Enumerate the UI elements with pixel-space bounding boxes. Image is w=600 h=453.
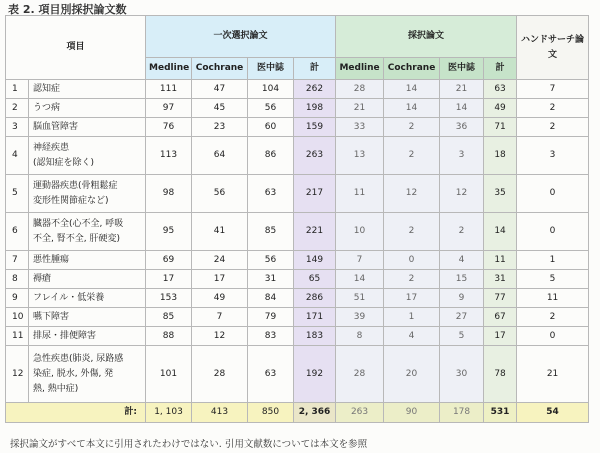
subheader: 計 [294, 58, 336, 80]
subheader: 計 [484, 58, 517, 80]
table-row [6, 213, 589, 251]
adopted-value: 2 [384, 213, 440, 251]
adopted-value: 3 [440, 137, 484, 175]
first-selection-value: 7 [192, 308, 248, 327]
adopted-value: 71 [484, 118, 517, 137]
adopted-value: 30 [440, 346, 484, 403]
table-row [6, 137, 589, 175]
adopted-value: 21 [440, 80, 484, 99]
adopted-value: 5 [440, 327, 484, 346]
row-item-name: 臓器不全(心不全, 呼吸 不全, 腎不全, 肝硬変) [29, 213, 146, 251]
adopted-value: 28 [336, 80, 384, 99]
row-item-name: 運動器疾患(骨粗鬆症 変形性関節症など) [29, 175, 146, 213]
adopted-value: 63 [484, 80, 517, 99]
footnote: 採択論文がすべて本文に引用されたわけではない. 引用文献数については本文を参照 [10, 439, 368, 450]
total-first-selection-value: 413 [192, 403, 248, 423]
row-item-name: うつ病 [29, 99, 146, 118]
table-row [6, 99, 589, 118]
first-selection-value: 56 [248, 99, 294, 118]
first-selection-value: 192 [294, 346, 336, 403]
total-first-selection-value: 2, 366 [294, 403, 336, 423]
first-selection-value: 84 [248, 289, 294, 308]
first-selection-value: 83 [248, 327, 294, 346]
adopted-value: 77 [484, 289, 517, 308]
adopted-value: 17 [384, 289, 440, 308]
first-selection-value: 41 [192, 213, 248, 251]
adopted-value: 33 [336, 118, 384, 137]
row-number: 11 [6, 327, 29, 346]
first-selection-value: 56 [192, 175, 248, 213]
total-first-selection-value: 850 [248, 403, 294, 423]
subheader: 医中誌 [248, 58, 294, 80]
first-selection-value: 85 [248, 213, 294, 251]
total-first-selection-value: 1, 103 [146, 403, 192, 423]
first-selection-value: 101 [146, 346, 192, 403]
total-adopted-value: 531 [484, 403, 517, 423]
adopted-value: 2 [384, 270, 440, 289]
subheader: Cochrane [192, 58, 248, 80]
header-first-selection: 一次選択論文 [146, 16, 336, 58]
adopted-value: 14 [336, 270, 384, 289]
total-adopted-value: 178 [440, 403, 484, 423]
table-title: 表 2. 項目別採択論文数 [8, 3, 127, 16]
row-item-name: 脳血管障害 [29, 118, 146, 137]
adopted-value: 11 [336, 175, 384, 213]
handsearch-value: 3 [517, 137, 589, 175]
first-selection-value: 153 [146, 289, 192, 308]
first-selection-value: 183 [294, 327, 336, 346]
adopted-value: 36 [440, 118, 484, 137]
table-row [6, 118, 589, 137]
adopted-value: 4 [440, 251, 484, 270]
adopted-value: 0 [384, 251, 440, 270]
table-row [6, 251, 589, 270]
first-selection-value: 98 [146, 175, 192, 213]
adopted-value: 2 [384, 137, 440, 175]
row-number: 6 [6, 213, 29, 251]
first-selection-value: 104 [248, 80, 294, 99]
row-item-name: 排尿・排便障害 [29, 327, 146, 346]
first-selection-value: 23 [192, 118, 248, 137]
first-selection-value: 28 [192, 346, 248, 403]
total-handsearch-value: 54 [517, 403, 589, 423]
row-number: 1 [6, 80, 29, 99]
adopted-value: 31 [484, 270, 517, 289]
table-row [6, 175, 589, 213]
row-number: 4 [6, 137, 29, 175]
header-adopted: 採択論文 [336, 16, 517, 58]
adopted-value: 2 [384, 118, 440, 137]
adopted-value: 11 [484, 251, 517, 270]
adopted-value: 10 [336, 213, 384, 251]
adopted-value: 14 [484, 213, 517, 251]
handsearch-value: 2 [517, 308, 589, 327]
adopted-value: 7 [336, 251, 384, 270]
row-item-name: 神経疾患 (認知症を除く) [29, 137, 146, 175]
table-row [6, 308, 589, 327]
header-handsearch: ハンドサーチ論文 [517, 16, 589, 80]
handsearch-value: 0 [517, 175, 589, 213]
handsearch-value: 5 [517, 270, 589, 289]
adopted-value: 15 [440, 270, 484, 289]
first-selection-value: 45 [192, 99, 248, 118]
adopted-value: 13 [336, 137, 384, 175]
table-row [6, 327, 589, 346]
handsearch-value: 11 [517, 289, 589, 308]
subheader: Medline [146, 58, 192, 80]
first-selection-value: 149 [294, 251, 336, 270]
first-selection-value: 95 [146, 213, 192, 251]
adopted-value: 14 [384, 99, 440, 118]
first-selection-value: 113 [146, 137, 192, 175]
first-selection-value: 76 [146, 118, 192, 137]
first-selection-value: 12 [192, 327, 248, 346]
adopted-value: 39 [336, 308, 384, 327]
handsearch-value: 0 [517, 327, 589, 346]
first-selection-value: 17 [192, 270, 248, 289]
adopted-value: 2 [440, 213, 484, 251]
first-selection-value: 63 [248, 175, 294, 213]
adopted-value: 18 [484, 137, 517, 175]
first-selection-value: 64 [192, 137, 248, 175]
total-adopted-value: 263 [336, 403, 384, 423]
first-selection-value: 86 [248, 137, 294, 175]
subheader: Cochrane [384, 58, 440, 80]
handsearch-value: 7 [517, 80, 589, 99]
first-selection-value: 31 [248, 270, 294, 289]
adopted-value: 12 [440, 175, 484, 213]
first-selection-value: 47 [192, 80, 248, 99]
first-selection-value: 221 [294, 213, 336, 251]
table-row [6, 270, 589, 289]
first-selection-value: 263 [294, 137, 336, 175]
table-row [6, 80, 589, 99]
subheader: 医中誌 [440, 58, 484, 80]
row-item-name: 褥瘡 [29, 270, 146, 289]
row-number: 9 [6, 289, 29, 308]
handsearch-value: 1 [517, 251, 589, 270]
adopted-value: 4 [384, 327, 440, 346]
row-number: 5 [6, 175, 29, 213]
adopted-value: 17 [484, 327, 517, 346]
adopted-value: 14 [384, 80, 440, 99]
handsearch-value: 0 [517, 213, 589, 251]
first-selection-value: 63 [248, 346, 294, 403]
first-selection-value: 60 [248, 118, 294, 137]
first-selection-value: 24 [192, 251, 248, 270]
total-row [6, 403, 589, 423]
adopted-value: 35 [484, 175, 517, 213]
adopted-value: 28 [336, 346, 384, 403]
first-selection-value: 85 [146, 308, 192, 327]
handsearch-value: 2 [517, 118, 589, 137]
first-selection-value: 286 [294, 289, 336, 308]
adopted-value: 8 [336, 327, 384, 346]
first-selection-value: 65 [294, 270, 336, 289]
handsearch-value: 2 [517, 99, 589, 118]
adopted-value: 51 [336, 289, 384, 308]
adopted-value: 67 [484, 308, 517, 327]
total-label: 計: [6, 403, 146, 423]
first-selection-value: 69 [146, 251, 192, 270]
row-item-name: 急性疾患(肺炎, 尿路感 染症, 脱水, 外傷, 発 熱, 熱中症) [29, 346, 146, 403]
row-number: 3 [6, 118, 29, 137]
first-selection-value: 79 [248, 308, 294, 327]
header-item: 項目 [6, 16, 146, 80]
first-selection-value: 171 [294, 308, 336, 327]
row-item-name: 嚥下障害 [29, 308, 146, 327]
adopted-value: 21 [336, 99, 384, 118]
row-item-name: 認知症 [29, 80, 146, 99]
total-adopted-value: 90 [384, 403, 440, 423]
row-item-name: 悪性腫瘍 [29, 251, 146, 270]
row-number: 10 [6, 308, 29, 327]
adopted-value: 1 [384, 308, 440, 327]
row-number: 8 [6, 270, 29, 289]
row-number: 2 [6, 99, 29, 118]
table-row [6, 289, 589, 308]
first-selection-value: 111 [146, 80, 192, 99]
first-selection-value: 159 [294, 118, 336, 137]
first-selection-value: 56 [248, 251, 294, 270]
first-selection-value: 198 [294, 99, 336, 118]
subheader: Medline [336, 58, 384, 80]
first-selection-value: 17 [146, 270, 192, 289]
first-selection-value: 97 [146, 99, 192, 118]
row-number: 12 [6, 346, 29, 403]
adopted-value: 20 [384, 346, 440, 403]
handsearch-value: 21 [517, 346, 589, 403]
adopted-value: 49 [484, 99, 517, 118]
adopted-value: 78 [484, 346, 517, 403]
adopted-value: 12 [384, 175, 440, 213]
row-item-name: フレイル・低栄養 [29, 289, 146, 308]
first-selection-value: 217 [294, 175, 336, 213]
first-selection-value: 262 [294, 80, 336, 99]
adopted-value: 27 [440, 308, 484, 327]
table-row [6, 346, 589, 403]
adopted-value: 9 [440, 289, 484, 308]
literature-table [5, 15, 589, 423]
first-selection-value: 88 [146, 327, 192, 346]
first-selection-value: 49 [192, 289, 248, 308]
adopted-value: 14 [440, 99, 484, 118]
row-number: 7 [6, 251, 29, 270]
